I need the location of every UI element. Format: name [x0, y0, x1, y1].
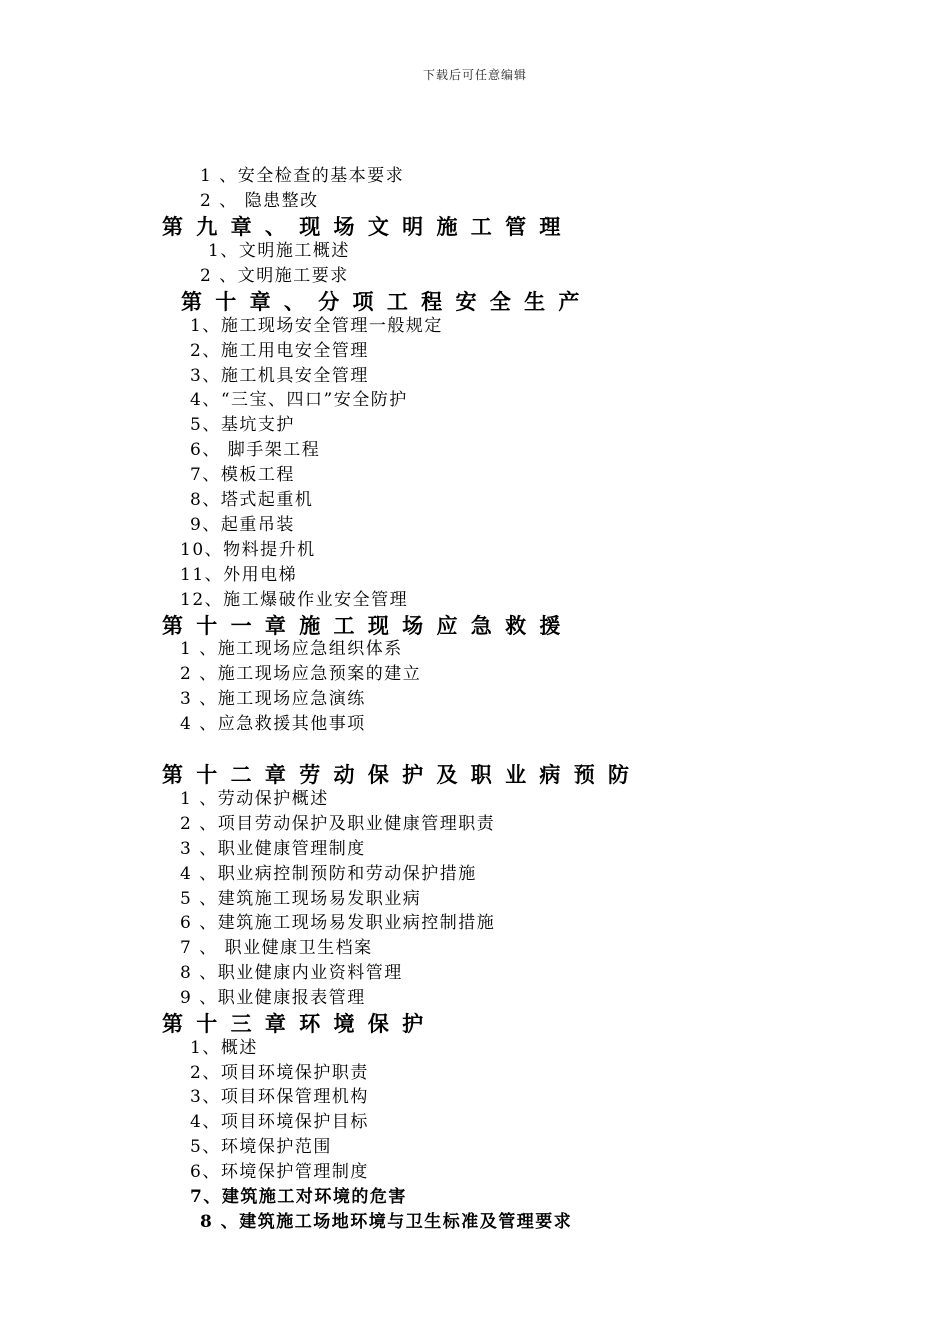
toc-item: 2、施工用电安全管理	[190, 341, 369, 361]
toc-item: 9、起重吊装	[190, 515, 295, 535]
toc-item: 1、施工现场安全管理一般规定	[190, 316, 443, 336]
toc-item: 1、文明施工概述	[208, 241, 350, 261]
chapter-9-title: 第 九 章 、 现 场 文 明 施 工 管 理	[162, 214, 564, 239]
toc-item: 11、外用电梯	[180, 565, 298, 585]
toc-item: 2 、项目劳动保护及职业健康管理职责	[180, 814, 496, 834]
toc-item: 6、 脚手架工程	[190, 440, 321, 460]
toc-item: 1 、劳动保护概述	[180, 789, 329, 809]
toc-item: 5、环境保护范围	[190, 1137, 332, 1157]
chapter-13-title: 第 十 三 章 环 境 保 护	[162, 1011, 427, 1036]
toc-item: 1 、施工现场应急组织体系	[180, 639, 403, 659]
toc-item: 5 、建筑施工现场易发职业病	[180, 889, 422, 909]
toc-item: 2 、文明施工要求	[200, 266, 349, 286]
toc-item: 2 、施工现场应急预案的建立	[180, 664, 422, 684]
toc-item: 2 、 隐患整改	[200, 191, 319, 211]
toc-item: 6、环境保护管理制度	[190, 1162, 369, 1182]
toc-item: 8 、职业健康内业资料管理	[180, 963, 403, 983]
toc-item: 5、基坑支护	[190, 415, 295, 435]
toc-item: 8 、建筑施工场地环境与卫生标准及管理要求	[200, 1212, 573, 1232]
toc-item: 1、概述	[190, 1038, 258, 1058]
toc-item: 6 、建筑施工现场易发职业病控制措施	[180, 913, 496, 933]
toc-item: 4、“三宝、四口”安全防护	[190, 390, 408, 410]
chapter-10-title: 第 十 章 、 分 项 工 程 安 全 生 产	[181, 289, 583, 314]
toc-item: 3、项目环保管理机构	[190, 1087, 369, 1107]
toc-item: 3 、职业健康管理制度	[180, 839, 366, 859]
toc-item: 7 、 职业健康卫生档案	[180, 938, 373, 958]
toc-item: 9 、职业健康报表管理	[180, 988, 366, 1008]
toc-item: 4 、职业病控制预防和劳动保护措施	[180, 864, 477, 884]
toc-item: 7、建筑施工对环境的危害	[190, 1187, 407, 1207]
toc-item: 1 、安全检查的基本要求	[200, 166, 405, 186]
toc-item: 2、项目环境保护职责	[190, 1063, 369, 1083]
toc-item: 8、塔式起重机	[190, 490, 314, 510]
toc-item: 10、物料提升机	[180, 540, 316, 560]
toc-item: 3、施工机具安全管理	[190, 366, 369, 386]
page-header-note: 下载后可任意编辑	[422, 68, 527, 82]
chapter-11-title: 第 十 一 章 施 工 现 场 应 急 救 援	[162, 613, 564, 638]
toc-item: 4 、应急救援其他事项	[180, 714, 366, 734]
toc-item: 12、施工爆破作业安全管理	[180, 590, 409, 610]
chapter-12-title: 第 十 二 章 劳 动 保 护 及 职 业 病 预 防	[162, 762, 633, 787]
toc-item: 4、项目环境保护目标	[190, 1112, 369, 1132]
toc-item: 3 、施工现场应急演练	[180, 689, 366, 709]
toc-item: 7、模板工程	[190, 465, 295, 485]
